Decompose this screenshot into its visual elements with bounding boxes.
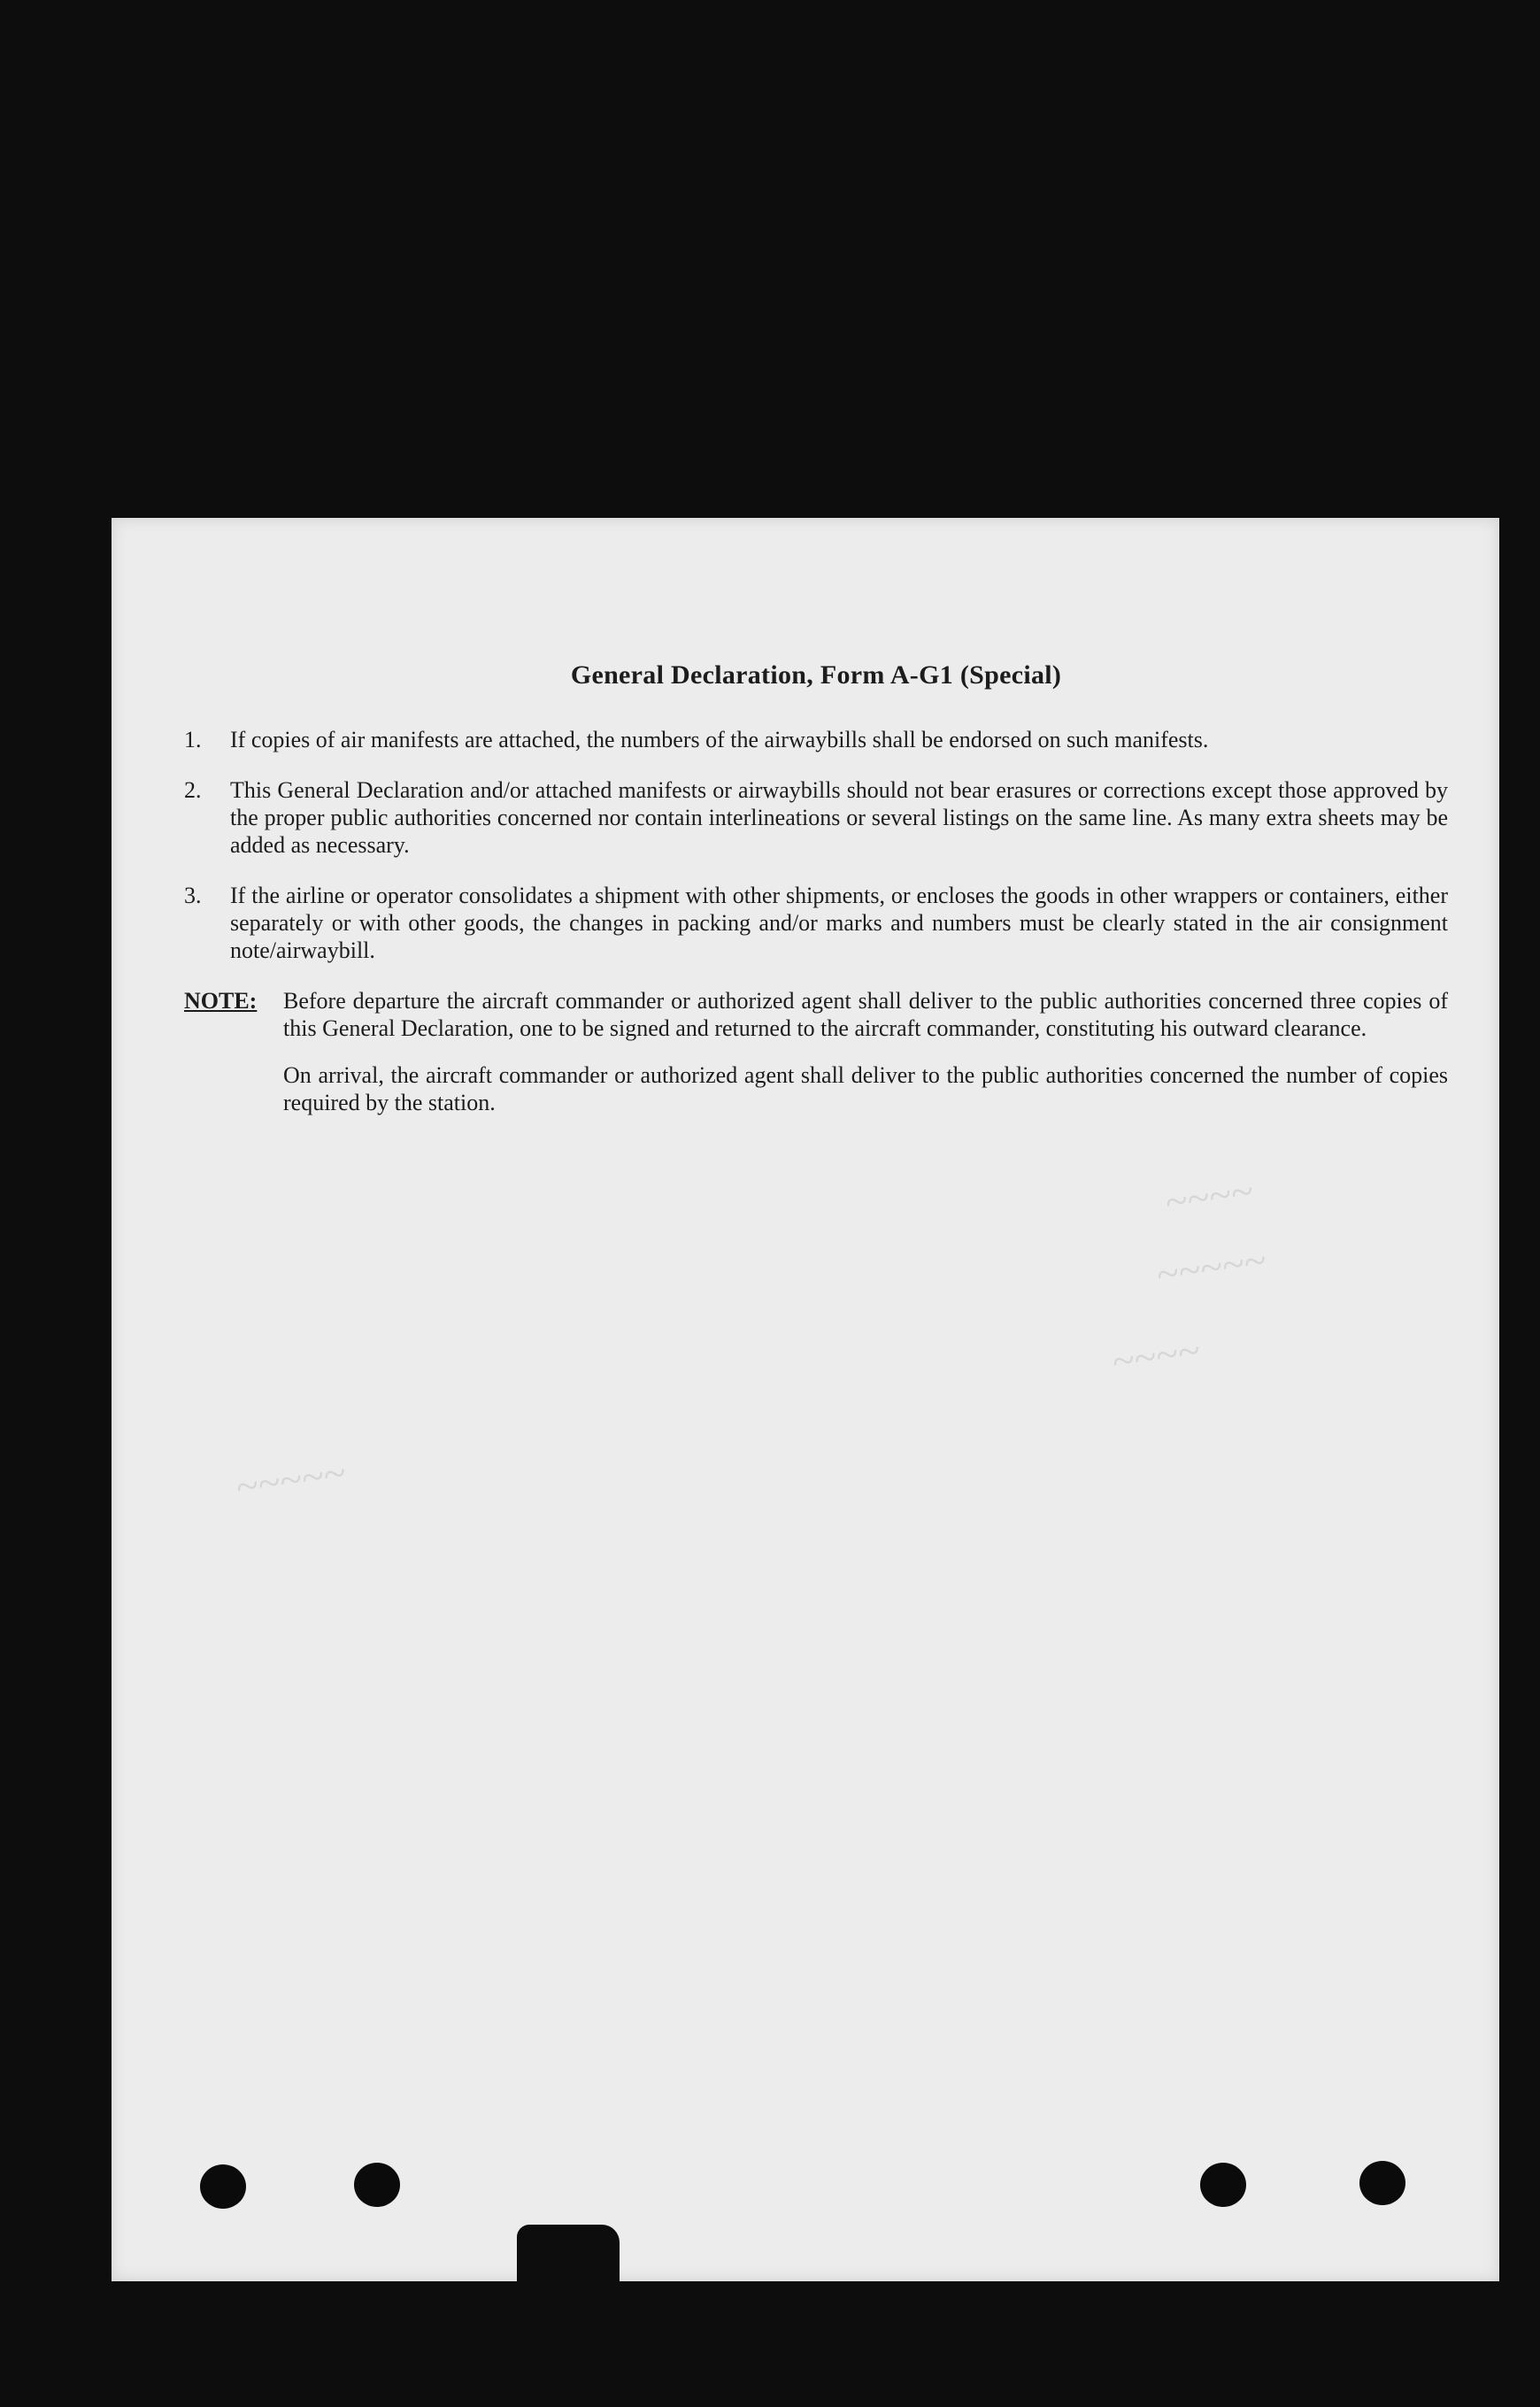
punch-hole: [1200, 2163, 1246, 2207]
note-section: [184, 987, 1448, 1136]
instruction-item: [184, 776, 1448, 859]
punch-hole: [354, 2163, 400, 2207]
general-declaration-instructions: [184, 661, 1448, 1136]
document-title: General Declaration, Form A-G1 (Special): [570, 660, 1062, 690]
bleed-through-mark: ~~~~: [1108, 1327, 1203, 1385]
note-paragraph: Before departure the aircraft commander or authorized agent shall deliver to the public authorities concerned three copies of this General Declaration, one to be signed and returned to the aircraft commander, constituting his outward clearance.: [283, 988, 1448, 1041]
document-sheet: [112, 518, 1499, 2281]
note-paragraph: On arrival, the aircraft commander or authorized agent shall deliver to the public authorities concerned the number of copies required by the station.: [283, 1062, 1448, 1115]
instruction-item: [184, 882, 1448, 964]
punch-hole: [200, 2164, 246, 2209]
note-body: [283, 987, 1448, 1136]
item-number: 1.: [184, 727, 202, 752]
torn-edge: [517, 2225, 620, 2287]
bleed-through-mark: ~~~~~: [1153, 1237, 1269, 1298]
bleed-through-mark: ~~~~~: [233, 1449, 349, 1510]
instruction-item: [184, 726, 1448, 753]
punch-hole: [1359, 2161, 1405, 2205]
note-label: NOTE:: [184, 988, 258, 1014]
item-text: If copies of air manifests are attached, the numbers of the airwaybills shall be endorsed on such manifests.: [230, 727, 1209, 752]
bleed-through-mark: ~~~~: [1161, 1168, 1256, 1225]
item-text: If the airline or operator consolidates a shipment with other shipments, or encloses the goods in other wrappers or containers, either separately or with other goods, the changes in packing and/or marks and numbers must be clearly stated in the air consignment note/airwaybill.: [230, 883, 1448, 963]
item-text: This General Declaration and/or attached manifests or airwaybills should not bear erasures or corrections except those approved by the proper public authorities concerned nor contain interlineations or several listings on the same line. As many extra sheets may be added as necessary.: [230, 777, 1448, 858]
item-number: 2.: [184, 777, 202, 803]
item-number: 3.: [184, 883, 202, 908]
